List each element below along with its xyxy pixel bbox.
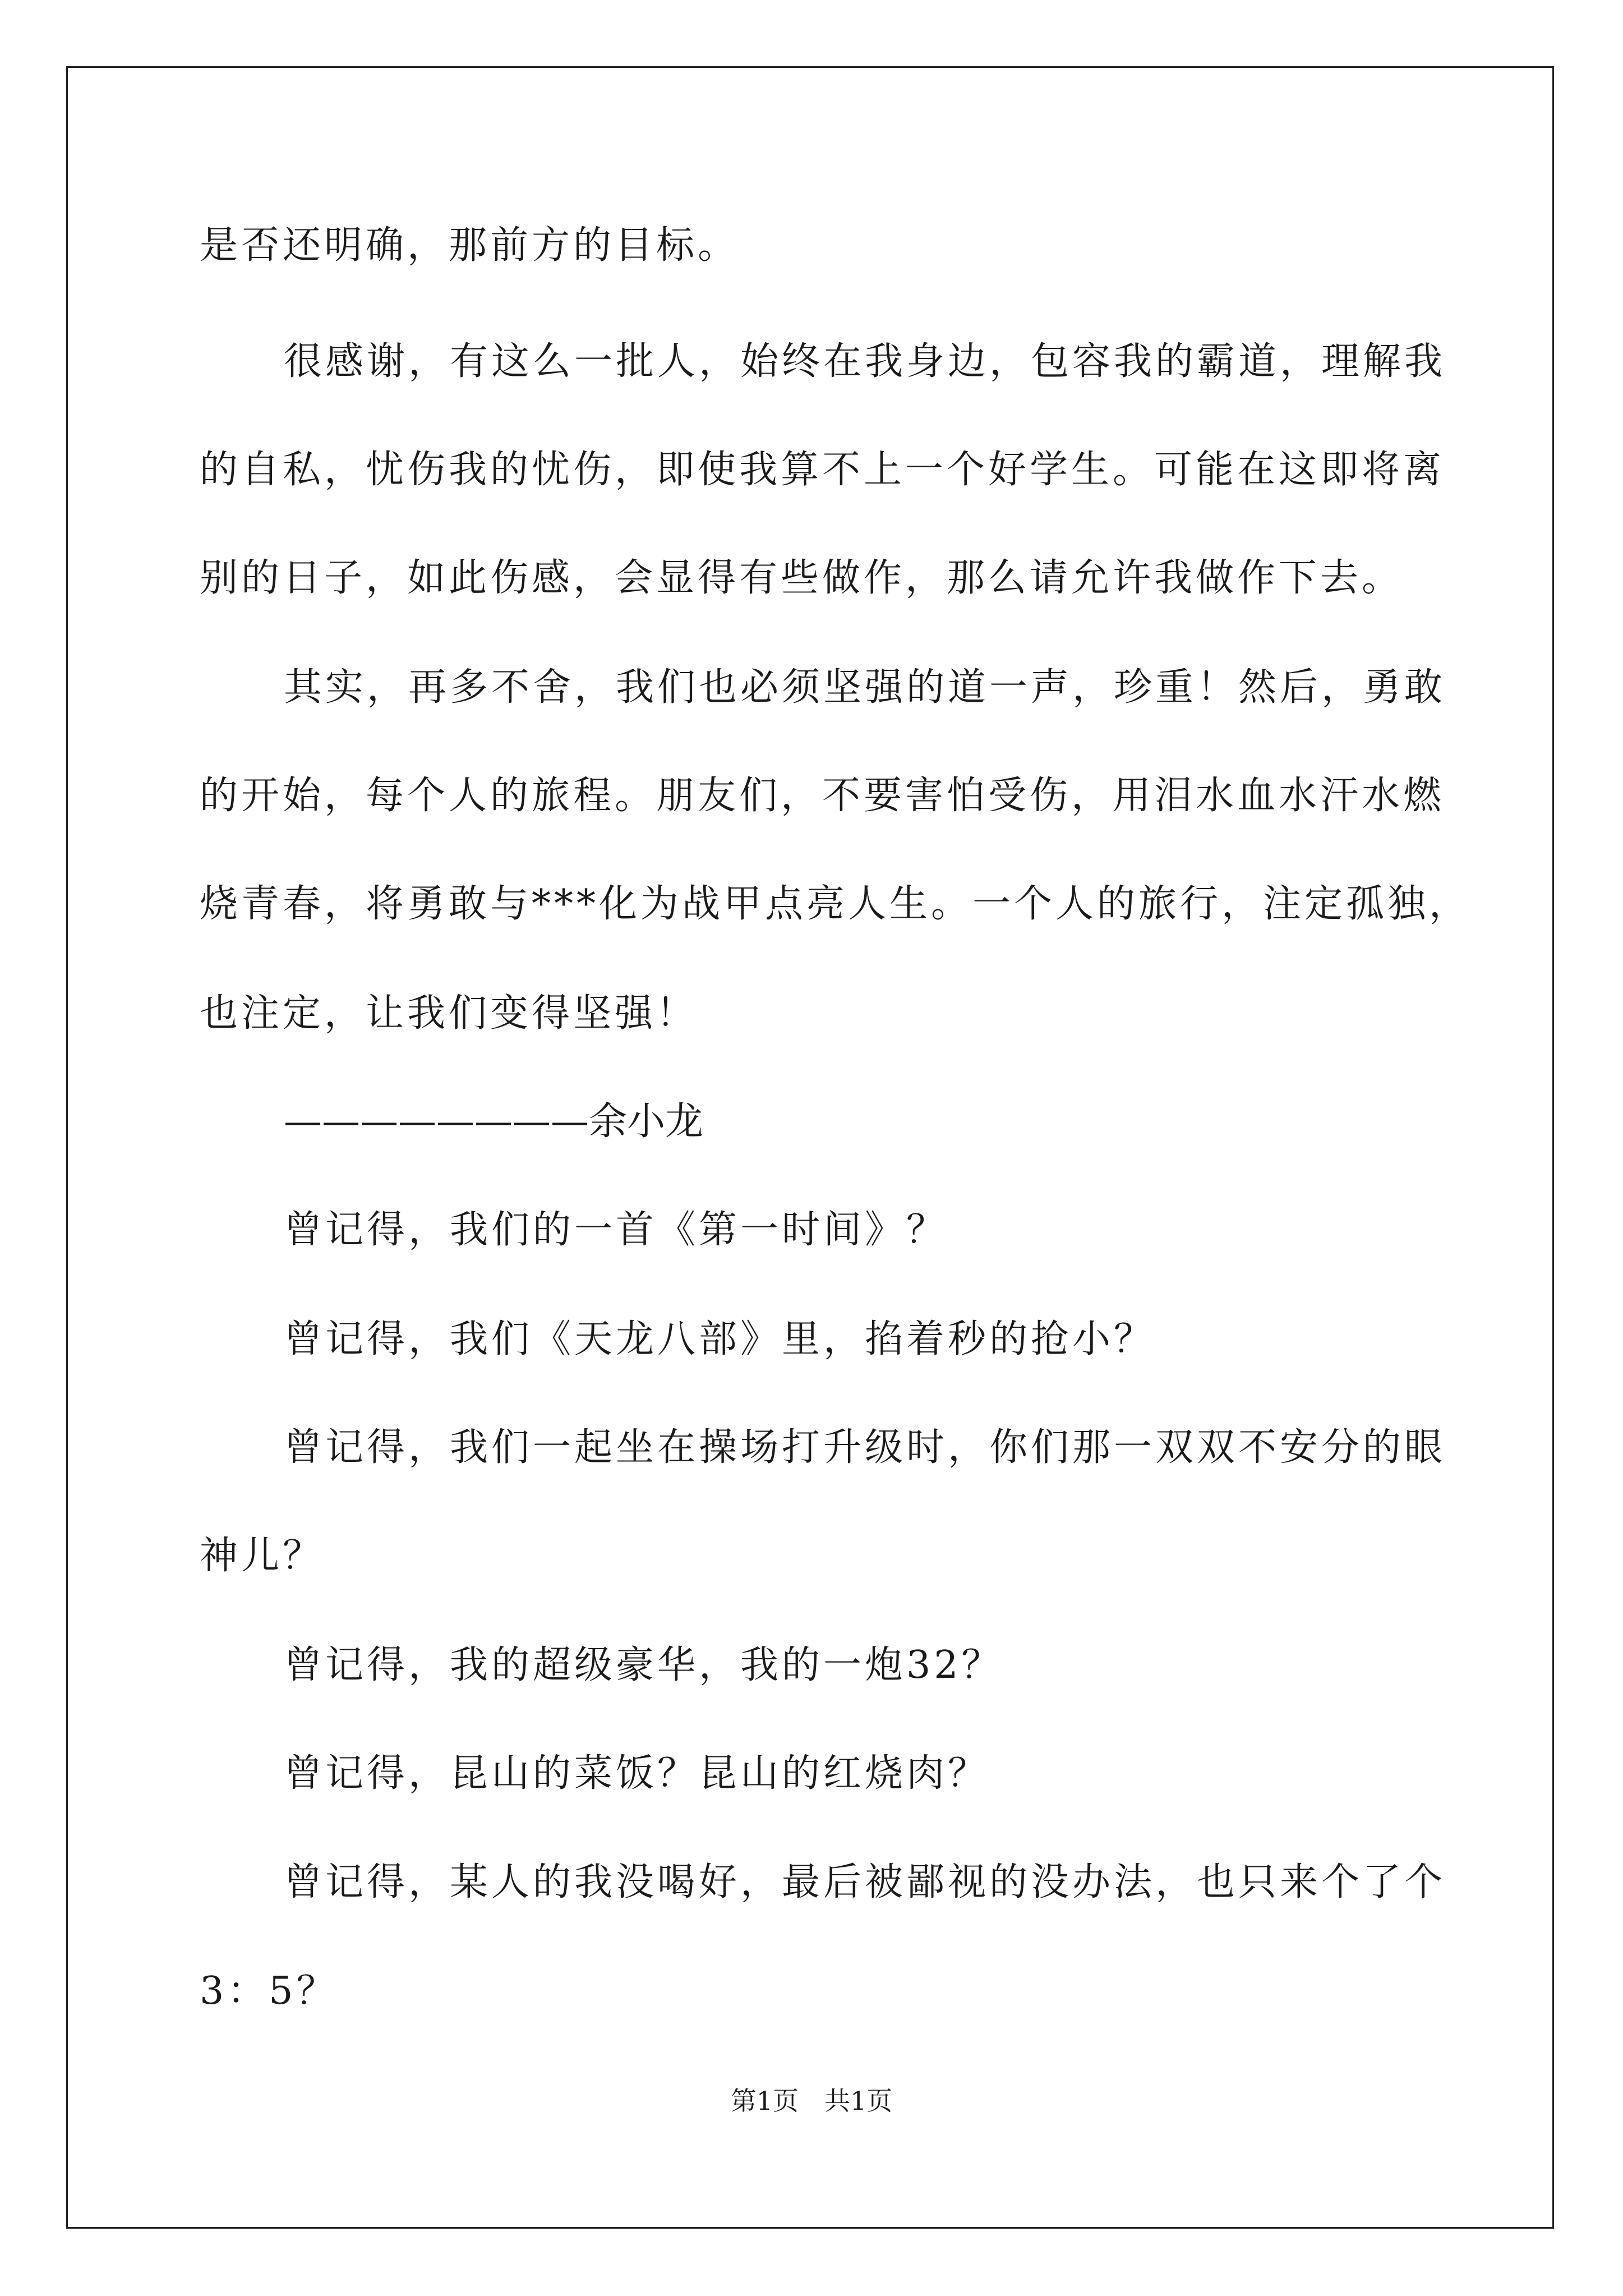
text-line: 曾记得，某人的我没喝好，最后被鄙视的没办法，也只来个了个 [284,1860,1446,1904]
text-line: 的开始，每个人的旅程。朋友们，不要害怕受伤，用泪水血水汗水燃 [200,774,1445,818]
text-line: 烧青春，将勇敢与***化为战甲点亮人生。一个人的旅行，注定孤独， [200,882,1471,926]
text-line: 曾记得，昆山的菜饭？昆山的红烧肉？ [284,1751,990,1796]
text-line: 神儿？ [200,1534,325,1578]
text-line: 曾记得，我们一起坐在操场打升级时，你们那一双双不安分的眼 [284,1425,1446,1470]
text-line: 曾记得，我们的一首《第一时间》？ [284,1208,948,1252]
text-line: 的自私，忧伤我的忧伤，即使我算不上一个好学生。可能在这即将离 [200,448,1445,492]
text-line: 也注定，让我们变得坚强！ [200,991,698,1036]
signature-line: ————————余小龙 [284,1099,704,1144]
text-line: 别的日子，如此伤感，会显得有些做作，那么请允许我做作下去。 [200,556,1404,600]
text-line: 很感谢，有这么一批人，始终在我身边，包容我的霸道，理解我 [284,339,1446,384]
text-line: 是否还明确，那前方的目标。 [200,223,740,268]
text-line: 其实，再多不舍，我们也必须坚强的道一声，珍重！然后，勇敢 [284,665,1446,710]
text-line: 曾记得，我的超级豪华，我的一炮32？ [284,1643,1003,1687]
text-line: 曾记得，我们《天龙八部》里，掐着秒的抢小？ [284,1317,1156,1361]
page-footer: 第1页 共1页 [730,2086,893,2116]
text-line: 3：5？ [200,1969,338,2013]
